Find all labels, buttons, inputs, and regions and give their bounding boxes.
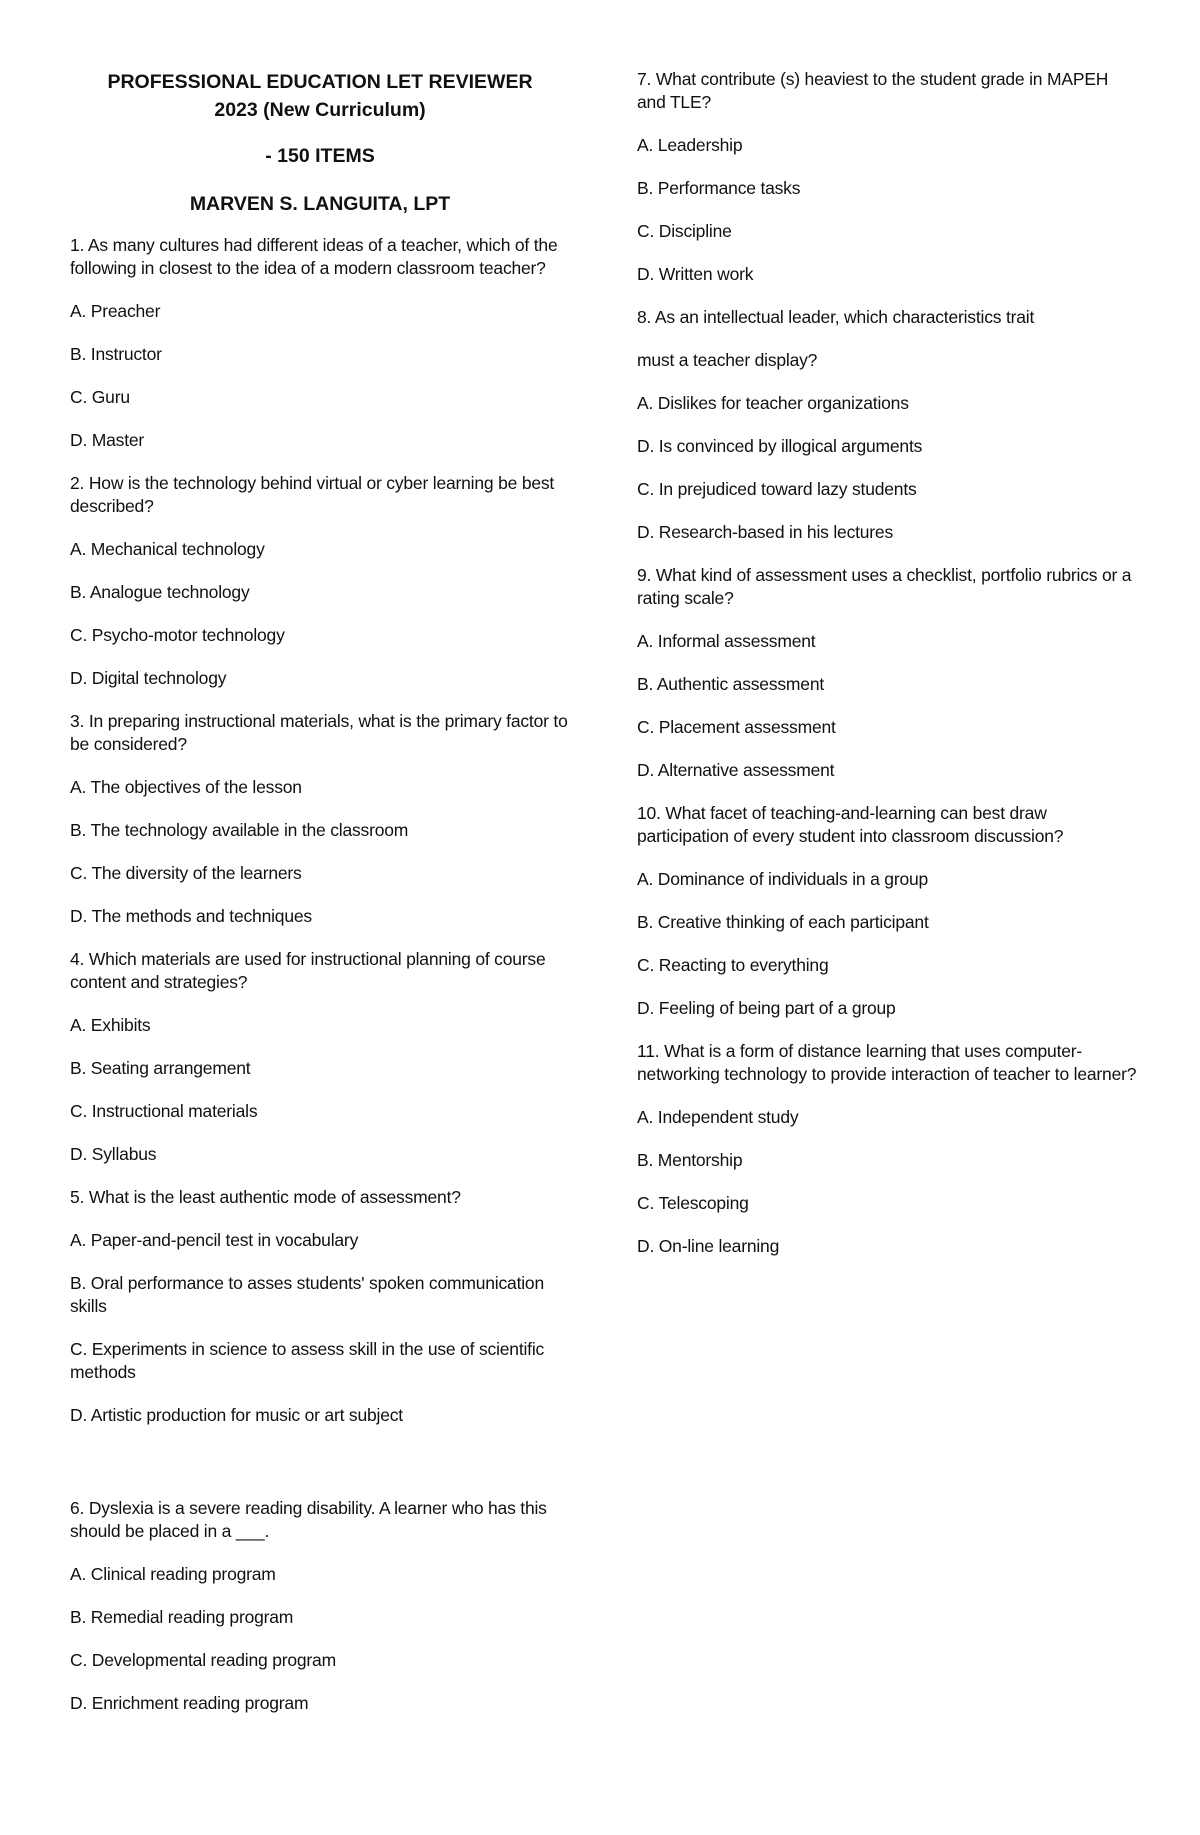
answer-option: B. Remedial reading program (70, 1607, 294, 1627)
question-text: 2. How is the technology behind virtual or cyber learning be best described? (70, 473, 555, 516)
question-text: 3. In preparing instructional materials, what is the primary factor to be considered? (70, 711, 568, 754)
question-text: 9. What kind of assessment uses a checklist, portfolio rubrics or a rating scale? (637, 565, 1132, 608)
question-text: 5. What is the least authentic mode of assessment? (70, 1187, 461, 1207)
answer-option: C. Discipline (637, 221, 732, 241)
answer-option: D. Feeling of being part of a group (637, 998, 896, 1018)
answer-option: A. Dominance of individuals in a group (637, 869, 929, 889)
answer-option: B. Instructor (70, 344, 162, 364)
answer-option: A. Preacher (70, 301, 161, 321)
answer-option: C. Telescoping (637, 1193, 749, 1213)
answer-option: D. Research-based in his lectures (637, 522, 894, 542)
answer-option: C. Guru (70, 387, 130, 407)
question-text: 7. What contribute (s) heaviest to the student grade in MAPEH and TLE? (637, 69, 1109, 112)
answer-option: B. Performance tasks (637, 178, 801, 198)
answer-option: A. Paper-and-pencil test in vocabulary (70, 1230, 359, 1250)
author-name: MARVEN S. LANGUITA, LPT (189, 193, 451, 215)
answer-option: D. On-line learning (637, 1236, 780, 1256)
answer-option: A. Clinical reading program (70, 1564, 276, 1584)
answer-option: B. Seating arrangement (70, 1058, 251, 1078)
answer-option: A. Independent study (637, 1107, 799, 1127)
answer-option: B. Mentorship (637, 1150, 743, 1170)
answer-option: C. Psycho-motor technology (70, 625, 285, 645)
answer-option: A. Informal assessment (637, 631, 816, 651)
answer-option: B. Analogue technology (70, 582, 250, 602)
question-text-continued: must a teacher display? (637, 350, 818, 370)
answer-option: C. The diversity of the learners (70, 863, 302, 883)
answer-option: C. Instructional materials (70, 1101, 258, 1121)
answer-option: A. The objectives of the lesson (70, 777, 302, 797)
answer-option: D. Alternative assessment (637, 760, 835, 780)
question-text: 6. Dyslexia is a severe reading disability. A learner who has this should be placed in a ___. (70, 1498, 547, 1541)
answer-option: C. Placement assessment (637, 717, 836, 737)
answer-option: A. Leadership (637, 135, 743, 155)
answer-option: D. The methods and techniques (70, 906, 312, 926)
answer-option: A. Mechanical technology (70, 539, 265, 559)
document-title-line2: 2023 (New Curriculum) (214, 99, 426, 121)
answer-option: B. Authentic assessment (637, 674, 825, 694)
answer-option: D. Artistic production for music or art subject (70, 1405, 403, 1425)
right-column (637, 68, 1137, 1278)
answer-option: C. In prejudiced toward lazy students (637, 479, 917, 499)
answer-option: D. Is convinced by illogical arguments (637, 436, 923, 456)
answer-option: D. Digital technology (70, 668, 227, 688)
question-text: 8. As an intellectual leader, which characteristics trait (637, 307, 1035, 327)
answer-option: C. Reacting to everything (637, 955, 829, 975)
answer-option: A. Exhibits (70, 1015, 151, 1035)
answer-option: B. Oral performance to asses students' spoken communication skills (70, 1273, 544, 1316)
answer-option: C. Developmental reading program (70, 1650, 336, 1670)
document-title-line1: PROFESSIONAL EDUCATION LET REVIEWER (107, 71, 533, 93)
left-column (70, 68, 570, 1735)
spacer (70, 1447, 570, 1497)
question-text: 10. What facet of teaching-and-learning can best draw participation of every student into classroom discussion? (637, 803, 1064, 846)
question-text: 11. What is a form of distance learning that uses computer-networking technology to provide interaction of teacher to learner? (637, 1041, 1137, 1084)
answer-option: B. Creative thinking of each participant (637, 912, 929, 932)
item-count: - 150 ITEMS (265, 145, 375, 167)
answer-option: B. The technology available in the classroom (70, 820, 409, 840)
question-text: 4. Which materials are used for instructional planning of course content and strategies? (70, 949, 546, 992)
answer-option: D. Syllabus (70, 1144, 157, 1164)
answer-option: D. Written work (637, 264, 754, 284)
question-text: 1. As many cultures had different ideas of a teacher, which of the following in closest to the idea of a modern classroom teacher? (70, 235, 558, 278)
answer-option: D. Master (70, 430, 145, 450)
answer-option: D. Enrichment reading program (70, 1693, 309, 1713)
answer-option: A. Dislikes for teacher organizations (637, 393, 909, 413)
answer-option: C. Experiments in science to assess skill in the use of scientific methods (70, 1339, 545, 1382)
